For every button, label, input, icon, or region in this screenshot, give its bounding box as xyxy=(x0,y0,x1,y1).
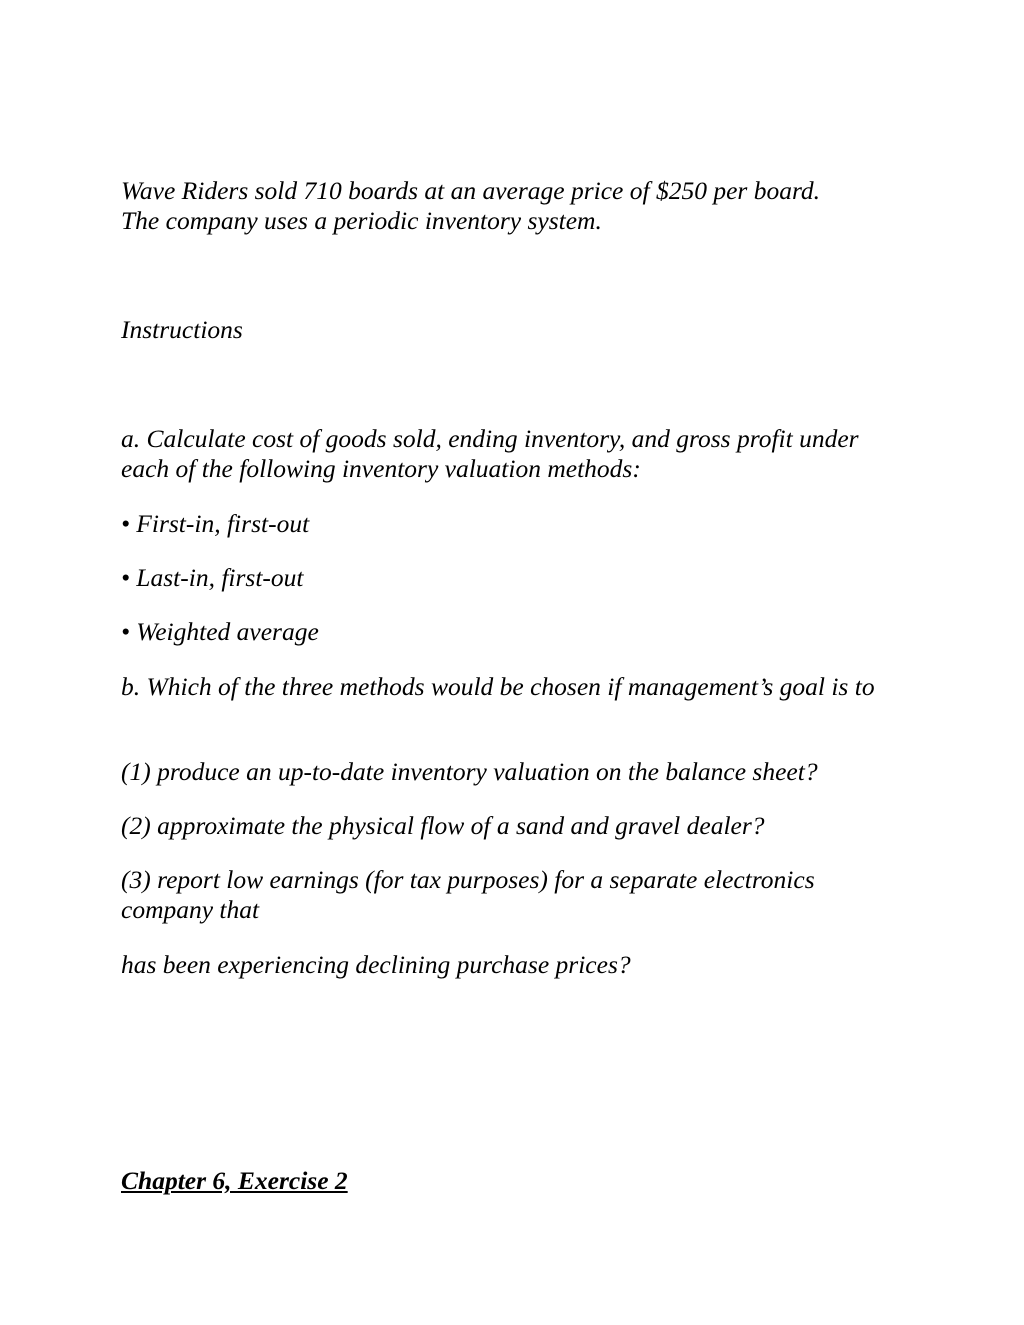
part-b-item-2: (2) approximate the physical flow of a sand and gravel dealer? xyxy=(121,811,765,840)
chapter-heading: Chapter 6, Exercise 2 xyxy=(121,1166,348,1195)
part-b-item-1: (1) produce an up-to-date inventory valuation on the balance sheet? xyxy=(121,757,818,786)
intro-line-1: Wave Riders sold 710 boards at an average price of $250 per board. xyxy=(121,176,821,205)
part-b-item-3: (3) report low earnings (for tax purposes) for a separate electronics company that xyxy=(121,865,815,924)
method-fifo: • First-in, first-out xyxy=(121,509,310,538)
method-weighted-average: • Weighted average xyxy=(121,617,319,646)
part-a-prompt: a. Calculate cost of goods sold, ending inventory, and gross profit under each of the following inventory valuation methods: xyxy=(121,424,859,483)
method-lifo: • Last-in, first-out xyxy=(121,563,304,592)
intro-line-2: The company uses a periodic inventory system. xyxy=(121,206,602,235)
part-b-prompt: b. Which of the three methods would be chosen if management’s goal is to xyxy=(121,672,875,701)
part-b-item-3-continuation: has been experiencing declining purchase prices? xyxy=(121,950,631,979)
instructions-label: Instructions xyxy=(121,315,243,344)
